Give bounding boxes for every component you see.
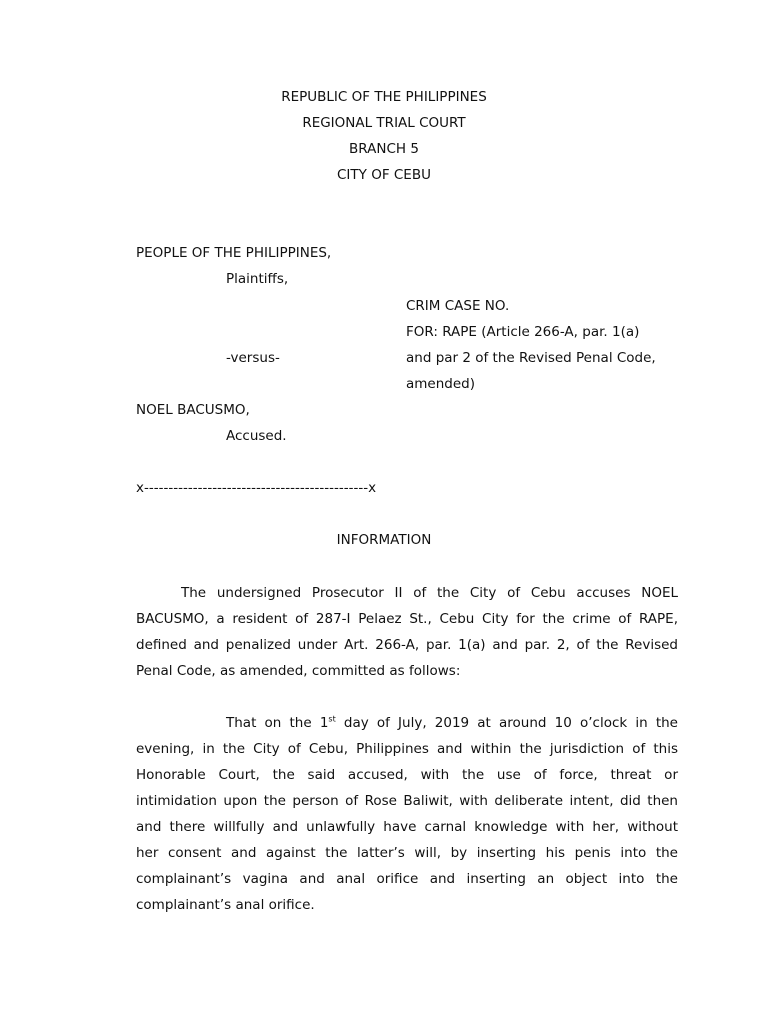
header-republic: REPUBLIC OF THE PHILIPPINES [281,89,487,105]
paragraph-line: intimidation upon the person of Rose Baliwit, with deliberate intent, did then [136,793,678,809]
header-city: CITY OF CEBU [337,167,431,183]
case-number: CRIM CASE NO. [406,298,510,314]
ordinal-suffix: st [328,714,336,724]
paragraph-line: complainant’s anal orifice. [136,897,315,913]
paragraph-text: day of July, 2019 at around 10 o’clock in the [335,715,678,731]
paragraph-text: That on the 1 [226,715,329,731]
header-branch: BRANCH 5 [349,141,419,157]
caption-divider: x----------------------------------------------x [136,480,377,496]
charge-line-3: amended) [406,376,475,392]
versus-label: -versus- [226,350,280,366]
plaintiff-role: Plaintiffs, [226,271,289,287]
paragraph-line: and there willfully and unlawfully have carnal knowledge with her, without [136,819,678,835]
paragraph-line: BACUSMO, a resident of 287-I Pelaez St., Cebu City for the crime of RAPE, [136,611,678,627]
charge-line-2: and par 2 of the Revised Penal Code, [406,350,656,366]
accusation-paragraph [136,710,678,918]
charge-line-1: FOR: RAPE (Article 266-A, par. 1(a) [406,324,640,340]
document-title: INFORMATION [336,532,432,548]
header-court: REGIONAL TRIAL COURT [302,115,466,131]
plaintiff-name: PEOPLE OF THE PHILIPPINES, [136,245,332,261]
paragraph-line [136,710,678,736]
accused-role: Accused. [226,428,287,444]
paragraph-line: her consent and against the latter’s will, by inserting his penis into the [136,845,678,861]
accused-name: NOEL BACUSMO, [136,402,250,418]
paragraph-line: Honorable Court, the said accused, with the use of force, threat or [136,767,678,783]
paragraph-line: defined and penalized under Art. 266-A, par. 1(a) and par. 2, of the Revised [136,637,678,653]
paragraph-line: evening, in the City of Cebu, Philippines and within the jurisdiction of this [136,741,678,757]
intro-paragraph [136,580,678,684]
paragraph-line: complainant’s vagina and anal orifice and inserting an object into the [136,871,678,887]
paragraph-line: The undersigned Prosecutor II of the City of Cebu accuses NOEL [181,585,678,601]
paragraph-line: Penal Code, as amended, committed as follows: [136,663,461,679]
